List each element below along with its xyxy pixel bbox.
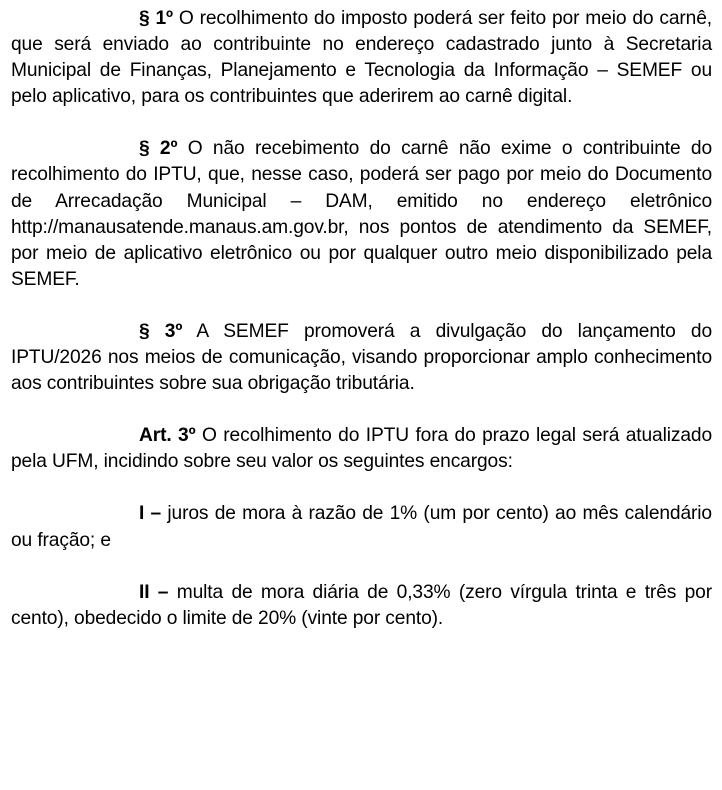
paragraph-inciso-2 xyxy=(11,580,712,632)
paragraph-body-text: O recolhimento do IPTU fora do prazo legal será atualizado pela UFM, incidindo sobre seu valor os seguintes encargos: xyxy=(11,425,713,473)
paragraph-paragrafo-1 xyxy=(11,6,712,110)
paragraph-lead-label: § 3º xyxy=(139,320,183,342)
paragraph-inciso-1 xyxy=(11,501,712,553)
paragraph-lead-label: § 2º xyxy=(139,138,178,160)
paragraph-paragrafo-3 xyxy=(11,319,712,397)
paragraph-artigo-3 xyxy=(11,423,712,475)
paragraph-lead-label: Art. 3º xyxy=(139,425,196,447)
paragraph-lead-label: II – xyxy=(139,581,169,603)
paragraph-body-text: A SEMEF promoverá a divulgação do lançamento do IPTU/2026 nos meios de comunicação, visando proporcionar amplo conhecimento aos contribuintes sobre sua obrigação tributária. xyxy=(11,320,713,395)
paragraph-lead-label: I – xyxy=(139,503,162,525)
paragraph-body-text: multa de mora diária de 0,33% (zero vírgula trinta e três por cento), obedecido o limite de 20% (vinte por cento). xyxy=(11,581,712,629)
paragraph-lead-label: § 1º xyxy=(139,8,173,29)
paragraph-body-text: O recolhimento do imposto poderá ser feito por meio do carnê, que será enviado ao contribuinte no endereço cadastrado junto à Secretaria Municipal de Finanças, Planejamento e Tecnologia da Informação – SEMEF ou pelo aplicativo, para os contribuintes que aderirem ao carnê digital. xyxy=(11,8,712,108)
paragraph-body-text: juros de mora à razão de 1% (um por cento) ao mês calendário ou fração; e xyxy=(11,503,712,551)
paragraph-paragrafo-2 xyxy=(11,136,712,293)
paragraph-body-text: O não recebimento do carnê não exime o contribuinte do recolhimento do IPTU, que, nesse caso, poderá ser pago por meio do Documento de Arrecadação Municipal – DAM, emitido no endereço eletrônico http://manausatende.manaus.am.gov.br, nos pontos de atendimento da SEMEF, por meio de aplicativo eletrônico ou por qualquer outro meio disponibilizado pela SEMEF. xyxy=(11,138,713,290)
